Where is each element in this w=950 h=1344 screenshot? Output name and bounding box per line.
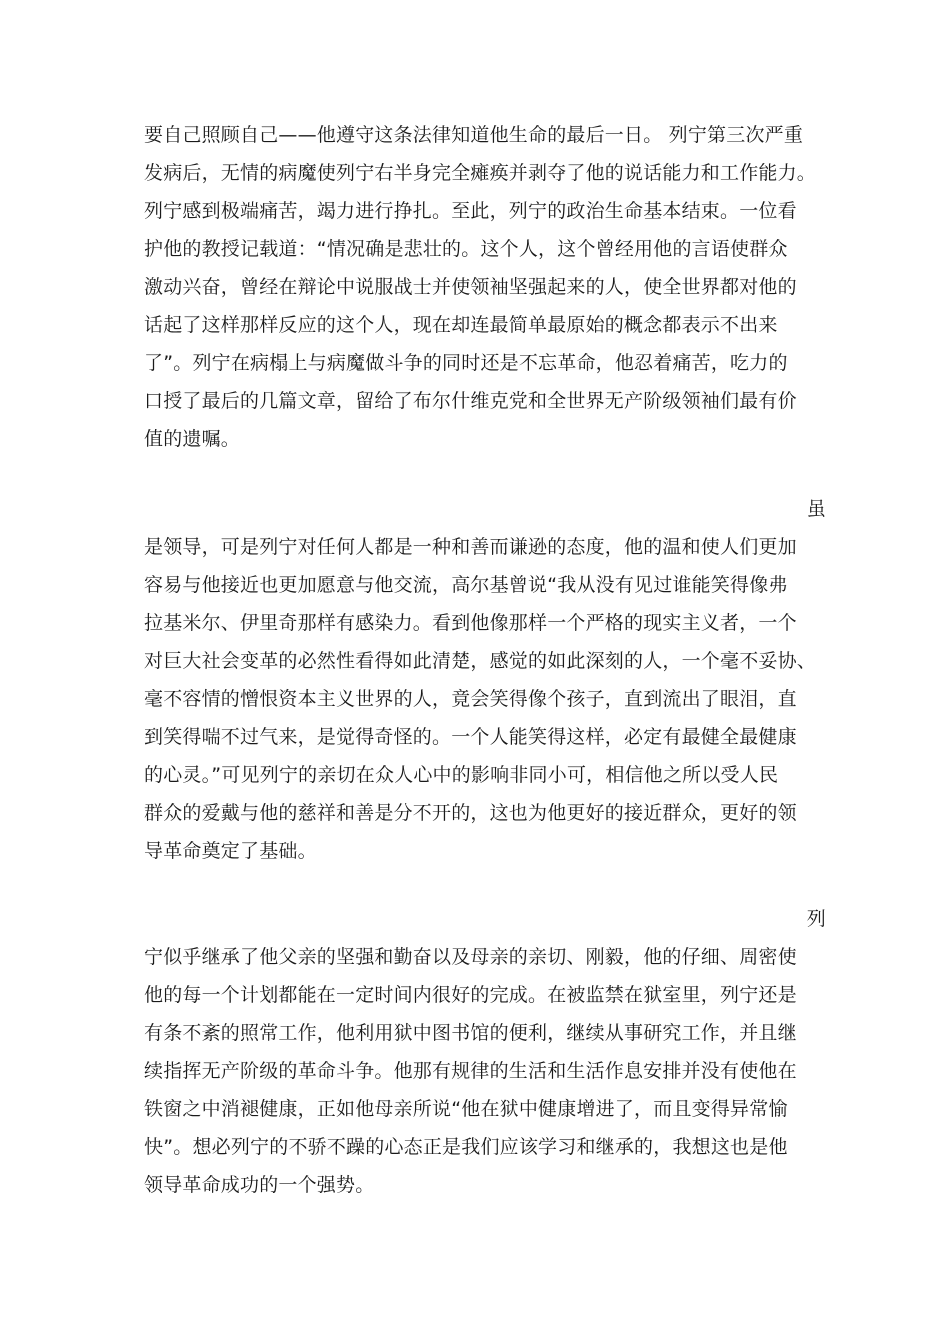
text-line: 续指挥无产阶级的革命斗争。他那有规律的生活和生活作息安排并没有使他在 [144,1060,797,1082]
paragraph-lead-char: 虽 [806,498,826,520]
text-line: 护他的教授记载道：“情况确是悲壮的。这个人，这个曾经用他的言语使群众 [144,238,788,260]
text-line: 到笑得喘不过气来，是觉得奇怪的。一个人能笑得这样，必定有最健全最健康 [144,726,797,748]
text-line: 铁窗之中消褪健康，正如他母亲所说“他在狱中健康增进了，而且变得异常愉 [144,1098,788,1120]
text-line: 激动兴奋，曾经在辩论中说服战士并使领袖坚强起来的人，使全世界都对他的 [144,276,797,298]
text-line: 导革命奠定了基础。 [144,840,317,862]
text-line: 群众的爱戴与他的慈祥和善是分不开的，这也为他更好的接近群众，更好的领 [144,802,797,824]
text-line: 话起了这样那样反应的这个人，现在却连最简单最原始的概念都表示不出来 [144,314,778,336]
text-line: 容易与他接近也更加愿意与他交流，高尔基曾说“我从没有见过谁能笑得像弗 [144,574,788,596]
text-line: 对巨大社会变革的必然性看得如此清楚，感觉的如此深刻的人，一个毫不妥协、 [144,650,817,672]
text-line: 要自己照顾自己——他遵守这条法律知道他生命的最后一日。 列宁第三次严重 [144,124,804,146]
text-line: 领导革命成功的一个强势。 [144,1174,375,1196]
text-line: 列宁感到极端痛苦，竭力进行挣扎。至此，列宁的政治生命基本结束。一位看 [144,200,797,222]
text-line: 快”。想必列宁的不骄不躁的心态正是我们应该学习和继承的，我想这也是他 [144,1136,788,1158]
paragraph-lead-char: 列 [806,908,826,930]
text-line: 了”。列宁在病榻上与病魔做斗争的同时还是不忘革命，他忍着痛苦，吃力的 [144,352,788,374]
text-line: 口授了最后的几篇文章，留给了布尔什维克党和全世界无产阶级领袖们最有价 [144,390,797,412]
text-line: 是领导，可是列宁对任何人都是一种和善而谦逊的态度，他的温和使人们更加 [144,536,797,558]
text-line: 值的遗嘱。 [144,428,241,450]
text-line: 宁似乎继承了他父亲的坚强和勤奋以及母亲的亲切、刚毅，他的仔细、周密使 [144,946,797,968]
text-line: 毫不容情的憎恨资本主义世界的人，竟会笑得像个孩子，直到流出了眼泪，直 [144,688,797,710]
text-line: 拉基米尔、伊里奇那样有感染力。看到他像那样一个严格的现实主义者，一个 [144,612,797,634]
text-line: 有条不紊的照常工作，他利用狱中图书馆的便利，继续从事研究工作，并且继 [144,1022,797,1044]
text-line: 的心灵。”可见列宁的亲切在众人心中的影响非同小可，相信他之所以受人民 [144,764,779,786]
text-line: 发病后，无情的病魔使列宁右半身完全瘫痪并剥夺了他的说话能力和工作能力。 [144,162,817,184]
text-line: 他的每一个计划都能在一定时间内很好的完成。在被监禁在狱室里，列宁还是 [144,984,797,1006]
